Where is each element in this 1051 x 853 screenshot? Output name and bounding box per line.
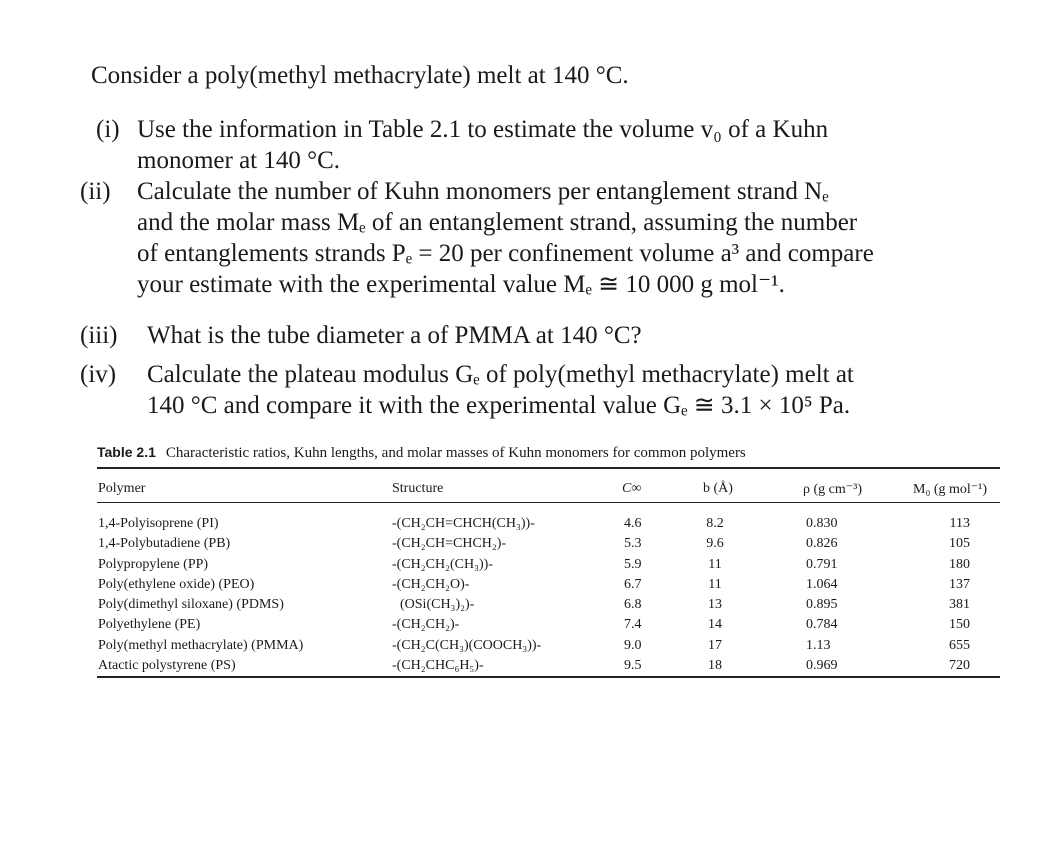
table-header-rule: [97, 502, 1000, 503]
table-cell: 17: [708, 637, 722, 653]
table-cell: 5.3: [624, 536, 642, 552]
table-cell: Atactic polystyrene (PS): [98, 658, 236, 674]
table-cell: 0.969: [806, 658, 838, 674]
table-caption-text: Characteristic ratios, Kuhn lengths, and molar masses of Kuhn monomers for common polymers: [165, 445, 746, 461]
table-cell: 6.7: [624, 576, 642, 592]
table-cell: 9.6: [706, 536, 724, 552]
item-line: your estimate with the experimental value Mₑ ≅ 10 000 g mol⁻¹.: [137, 271, 785, 298]
table-cell: -(CH₂CH₂(CH₃))-: [392, 556, 493, 572]
item-number: (i): [96, 116, 120, 143]
table-cell: 720: [949, 658, 970, 674]
header-c-infinity: C∞: [622, 481, 642, 496]
item-number: (ii): [80, 178, 111, 205]
problem-intro: Consider a poly(methyl methacrylate) melt at 140 °C.: [91, 62, 629, 89]
header-density: ρ (g cm⁻³): [803, 482, 863, 497]
table-cell: 137: [949, 576, 970, 592]
table-cell: 1,4-Polybutadiene (PB): [98, 536, 231, 552]
item-number: (iv): [80, 361, 117, 388]
header-molar-mass: M₀ (g mol⁻¹): [913, 482, 988, 497]
column-kuhn-length: [695, 514, 735, 676]
table-cell: Polypropylene (PP): [98, 556, 209, 572]
table-cell: Poly(methyl methacrylate) (PMMA): [98, 637, 304, 653]
table-cell: 1,4-Polyisoprene (PI): [98, 516, 219, 531]
table-cell: 0.830: [806, 516, 838, 531]
table-cell: (OSi(CH₃)₂)-: [400, 597, 475, 613]
table-cell: Poly(dimethyl siloxane) (PDMS): [98, 597, 284, 613]
column-density: [806, 514, 866, 676]
item-line: What is the tube diameter a of PMMA at 140 °C?: [147, 322, 642, 349]
table-cell: 4.6: [624, 516, 642, 531]
item-line: Use the information in Table 2.1 to estimate the volume v₀ of a Kuhn: [137, 116, 829, 143]
header-structure: Structure: [392, 481, 444, 496]
column-structure: [392, 514, 612, 676]
table-label: Table 2.1: [97, 444, 156, 460]
table-cell: -(CH₂CH=CHCH(CH₃))-: [392, 516, 535, 531]
table-cell: 113: [949, 516, 970, 531]
table-cell: 381: [949, 597, 970, 613]
table-top-rule: [97, 467, 1000, 469]
table-cell: 13: [708, 597, 722, 613]
table-cell: -(CH₂CH=CHCH₂)-: [392, 536, 507, 552]
table-cell: Polyethylene (PE): [98, 617, 201, 633]
table-cell: 0.791: [806, 556, 838, 572]
column-polymer: [98, 514, 388, 676]
table-cell: 180: [949, 556, 970, 572]
item-number: (iii): [80, 322, 118, 349]
table-cell: 11: [708, 556, 722, 572]
table-cell: -(CH₂C(CH₃)(COOCH₃))-: [392, 637, 542, 653]
column-molar-mass: [920, 514, 970, 676]
table-cell: 7.4: [624, 617, 642, 633]
table-cell: 6.8: [624, 597, 642, 613]
table-cell: -(CH₂CH₂O)-: [392, 576, 470, 592]
table-cell: 150: [949, 617, 970, 633]
header-polymer: Polymer: [98, 481, 146, 496]
table-cell: 0.895: [806, 597, 838, 613]
item-line: 140 °C and compare it with the experimental value Gₑ ≅ 3.1 × 10⁵ Pa.: [147, 392, 851, 419]
table-cell: Poly(ethylene oxide) (PEO): [98, 576, 255, 592]
table-cell: 105: [949, 536, 970, 552]
table-cell: 1.13: [806, 637, 831, 653]
item-line: of entanglements strands Pₑ = 20 per confinement volume a³ and compare: [137, 240, 874, 267]
column-c-infinity: [624, 514, 664, 676]
table-cell: 0.826: [806, 536, 838, 552]
table-cell: -(CH₂CHC₆H₅)-: [392, 658, 484, 674]
table-cell: 18: [708, 658, 722, 674]
header-kuhn-length: b (Å): [703, 481, 733, 496]
table-caption: [97, 444, 746, 462]
item-line: Calculate the number of Kuhn monomers per entanglement strand Nₑ: [137, 178, 829, 205]
table-bottom-rule: [97, 676, 1000, 678]
item-line: Calculate the plateau modulus Gₑ of poly(methyl methacrylate) melt at: [147, 361, 854, 388]
table-cell: -(CH₂CH₂)-: [392, 617, 460, 633]
table-cell: 1.064: [806, 576, 838, 592]
table-cell: 655: [949, 637, 970, 653]
table-cell: 0.784: [806, 617, 838, 633]
table-cell: 11: [708, 576, 722, 592]
table-cell: 5.9: [624, 556, 642, 572]
table-cell: 9.5: [624, 658, 642, 674]
table-cell: 8.2: [706, 516, 724, 531]
item-line: and the molar mass Mₑ of an entanglement strand, assuming the number: [137, 209, 858, 236]
item-line: monomer at 140 °C.: [137, 147, 341, 174]
table-cell: 9.0: [624, 637, 642, 653]
table-cell: 14: [708, 617, 722, 633]
